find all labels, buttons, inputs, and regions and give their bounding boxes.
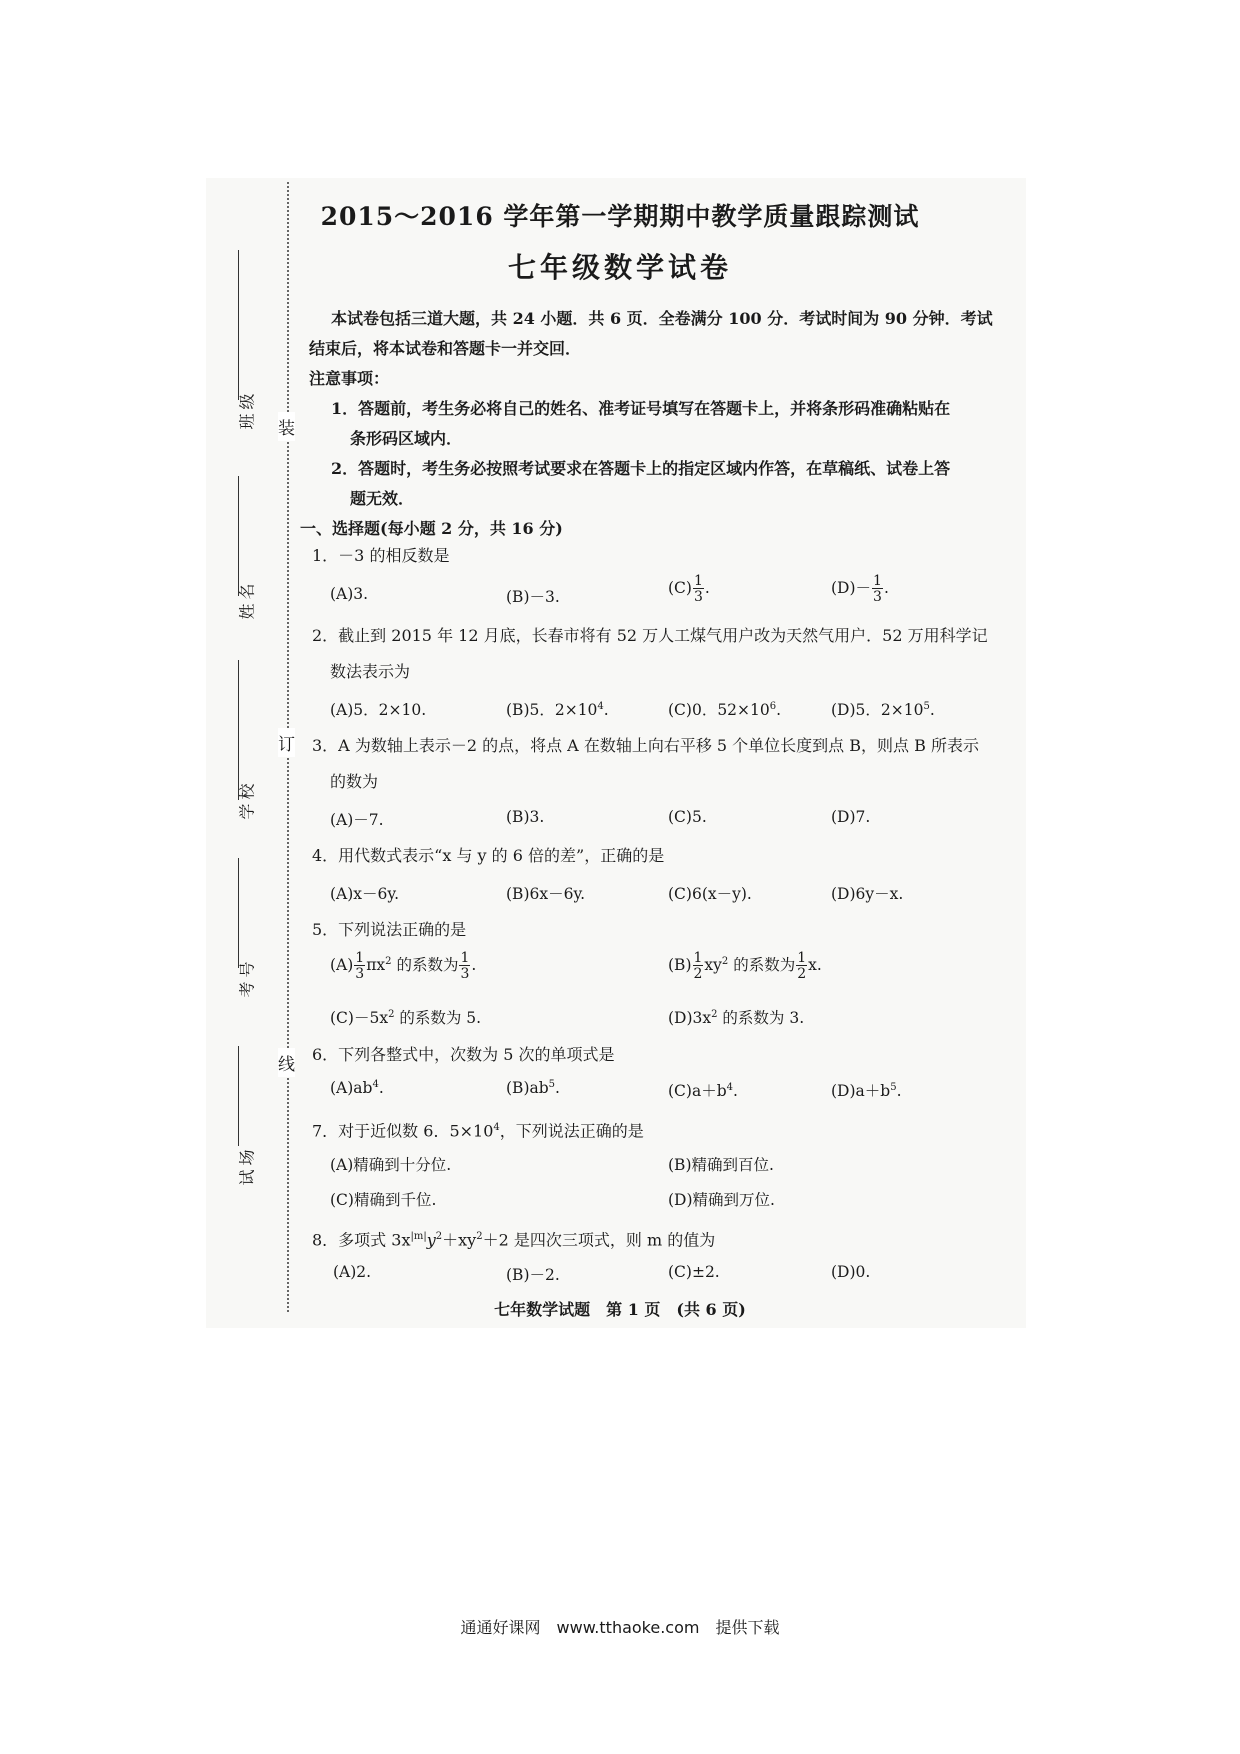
q5-option-c: $(C)-5x^2$ 的系数为 5. [330, 1008, 482, 1027]
field-exam-number-label: 考号 [237, 957, 257, 998]
q6-option-d: $(D)a+b^5$. [831, 1081, 902, 1100]
q3-stem-line-2: 的数为 [330, 772, 379, 791]
notice-2b: 题无效． [350, 489, 415, 508]
field-exam-number-line [238, 858, 239, 968]
q5-option-a: (A) $\frac{1}{3}$ $\pi x^2$ 的系数为 $\frac{1}{3}$ . [330, 950, 477, 982]
exam-title: 2015～2016 学年第一学期期中教学质量跟踪测试 [320, 202, 920, 231]
q4-option-b: (B)6x－6y. [506, 885, 586, 903]
q8-option-d: (D)0. [831, 1263, 871, 1281]
q2-stem-line-1: 2．截止到 2015 年 12 月底，长春市将有 52 万人工煤气用户改为天然气用户．52 万用科学记 [312, 626, 988, 645]
q1-stem: 1．－3 的相反数是 [312, 546, 450, 565]
q6-option-c: $(C)a+b^4$. [668, 1081, 738, 1100]
intro-line-1: 本试卷包括三道大题，共 24 小题．共 6 页．全卷满分 100 分．考试时间为 90 分钟．考试 [331, 309, 993, 328]
source-footer: 通通好课网 www.tthaoke.com 提供下载 [460, 1618, 780, 1637]
q2-option-d: (D)5．$2\times 10^5$. [831, 700, 935, 719]
q1-option-c: (C) $\frac{1}{3}$ . [668, 573, 710, 605]
q7-option-a: (A)精确到十分位. [330, 1156, 452, 1174]
notice-1b: 条形码区域内． [350, 429, 463, 448]
q8-option-c: (C)±2. [668, 1263, 720, 1281]
q4-option-a: (A)x－6y. [330, 885, 400, 903]
q3-option-c: (C)5. [668, 808, 707, 826]
q4-option-c: (C)6(x－y). [668, 885, 752, 903]
q3-stem-line-1: 3．A 为数轴上表示－2 的点，将点 A 在数轴上向右平移 5 个单位长度到点 B，则点 B 所表示 [312, 736, 979, 755]
field-school-label: 学校 [237, 779, 257, 820]
q3-option-d: (D)7. [831, 808, 871, 826]
q6-stem: 6．下列各整式中，次数为 5 次的单项式是 [312, 1045, 615, 1064]
field-exam-room-label: 试场 [237, 1145, 257, 1186]
field-class-label: 班级 [237, 389, 257, 430]
field-name-line [238, 476, 239, 596]
q4-option-d: (D)6y－x. [831, 885, 904, 903]
notice-2a: 2．答题时，考生务必按照考试要求在答题卡上的指定区域内作答，在草稿纸、试卷上答 [331, 459, 951, 478]
q4-stem: 4．用代数式表示“x 与 y 的 6 倍的差”，正确的是 [312, 846, 665, 865]
notice-title: 注意事项： [309, 369, 390, 388]
q7-stem: 7．对于近似数 6．$5\times 10^4$，下列说法正确的是 [312, 1121, 644, 1141]
section-1-title: 一、选择题(每小题 2 分，共 16 分) [300, 519, 563, 538]
q5-option-b: (B) $\frac{1}{2}$ $xy^2$ 的系数为 $\frac{1}{2}$ x. [668, 950, 822, 982]
q5-stem: 5．下列说法正确的是 [312, 920, 467, 939]
q3-option-b: (B)3. [506, 808, 545, 826]
field-exam-room-line [238, 1046, 239, 1146]
q3-option-a: (A)－7. [330, 811, 384, 829]
q2-stem-line-2: 数法表示为 [330, 662, 411, 681]
q1-option-a: (A)3. [330, 585, 369, 603]
exam-subtitle: 七年级数学试卷 [507, 251, 732, 284]
q8-option-b: (B)－2. [506, 1266, 560, 1284]
q2-option-a: (A)5．2×10. [330, 701, 427, 719]
binding-word-ding: 订 [278, 728, 295, 757]
q1-option-d: (D)－ $\frac{1}{3}$ . [831, 573, 889, 605]
binding-word-zhuang: 装 [278, 412, 295, 441]
q6-option-b: $(B)ab^5$. [506, 1079, 560, 1098]
q1-option-b: (B)－3. [506, 588, 560, 606]
q8-stem: 8．多项式 $3x^{|m|}y^2+xy^2+2$ 是四次三项式，则 m 的值为 [312, 1230, 716, 1250]
q7-option-c: (C)精确到千位. [330, 1191, 437, 1209]
q5-option-d: $(D)3x^2$ 的系数为 3. [668, 1008, 805, 1027]
page-footer: 七年数学试题 第 1 页 (共 6 页) [494, 1300, 746, 1319]
q8-option-a: (A)2. [333, 1263, 372, 1281]
binding-word-xian: 线 [278, 1048, 295, 1077]
notice-1a: 1．答题前，考生务必将自己的姓名、准考证号填写在答题卡上，并将条形码准确粘贴在 [331, 399, 951, 418]
q6-option-a: $(A)ab^4$. [330, 1079, 384, 1098]
intro-line-2: 结束后，将本试卷和答题卡一并交回． [309, 339, 582, 358]
q7-option-b: (B)精确到百位. [668, 1156, 774, 1174]
q7-option-d: (D)精确到万位. [668, 1191, 775, 1209]
q2-option-c: (C)0．$52\times 10^6$. [668, 700, 782, 719]
q2-option-b: (B)5．$2\times 10^4$. [506, 700, 609, 719]
field-name-label: 姓名 [237, 579, 257, 620]
